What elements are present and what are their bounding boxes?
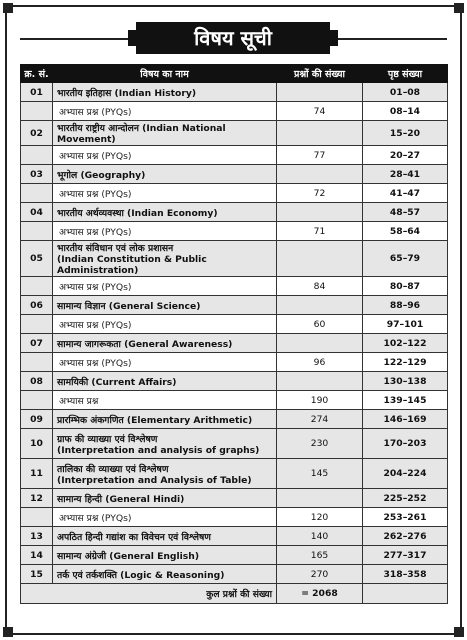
- row-subject: [53, 121, 277, 146]
- row-subject-line: सामान्य जागरूकता (General Awareness): [57, 338, 233, 350]
- row-question-count: 274: [277, 410, 363, 429]
- row-question-count: [277, 121, 363, 146]
- header-question-count: प्रश्नों की संख्या: [277, 65, 363, 83]
- chapter-row: [21, 83, 448, 102]
- practice-row: [21, 391, 448, 410]
- row-subject: [53, 527, 277, 546]
- row-serial-no: [21, 315, 53, 334]
- row-subject-line: अभ्यास प्रश्न (PYQs): [59, 319, 132, 331]
- row-subject-line: भारतीय अर्थव्यवस्था (Indian Economy): [57, 207, 218, 219]
- row-serial-no: 08: [21, 372, 53, 391]
- row-subject: [53, 353, 277, 372]
- practice-row: [21, 508, 448, 527]
- chapter-row: [21, 429, 448, 459]
- chapter-row: [21, 372, 448, 391]
- chapter-row: [21, 203, 448, 222]
- row-question-count: 96: [277, 353, 363, 372]
- total-spacer: [21, 584, 53, 604]
- practice-row: [21, 146, 448, 165]
- row-serial-no: 13: [21, 527, 53, 546]
- row-question-count: [277, 489, 363, 508]
- row-subject-line: प्रारम्भिक अंकगणित (Elementary Arithmetic): [57, 414, 253, 426]
- row-question-count: 77: [277, 146, 363, 165]
- row-subject-line: अभ्यास प्रश्न: [59, 395, 99, 407]
- row-page-range: 20–27: [363, 146, 448, 165]
- row-page-range: 170–203: [363, 429, 448, 459]
- row-question-count: 74: [277, 102, 363, 121]
- row-subject: [53, 165, 277, 184]
- row-subject: [53, 315, 277, 334]
- row-subject-line: अभ्यास प्रश्न (PYQs): [59, 106, 132, 118]
- row-serial-no: [21, 102, 53, 121]
- chapter-row: [21, 459, 448, 489]
- row-question-count: 84: [277, 277, 363, 296]
- row-subject-line: भूगोल (Geography): [57, 169, 146, 181]
- title-rule-left: [20, 38, 128, 40]
- frame-corner: [454, 3, 464, 13]
- frame-corner: [3, 627, 13, 637]
- row-subject: [53, 508, 277, 527]
- row-page-range: 08–14: [363, 102, 448, 121]
- chapter-row: [21, 489, 448, 508]
- total-row: [21, 584, 448, 604]
- row-page-range: 253–261: [363, 508, 448, 527]
- row-subject-line: अभ्यास प्रश्न (PYQs): [59, 188, 132, 200]
- row-serial-no: 06: [21, 296, 53, 315]
- row-serial-no: 11: [21, 459, 53, 489]
- row-question-count: [277, 241, 363, 277]
- total-pages-empty: [363, 584, 448, 604]
- row-serial-no: [21, 353, 53, 372]
- row-subject: [53, 459, 277, 489]
- row-question-count: 71: [277, 222, 363, 241]
- row-serial-no: 02: [21, 121, 53, 146]
- row-subject: [53, 203, 277, 222]
- row-question-count: 230: [277, 429, 363, 459]
- chapter-row: [21, 527, 448, 546]
- row-question-count: 145: [277, 459, 363, 489]
- row-subject: [53, 146, 277, 165]
- row-page-range: 139–145: [363, 391, 448, 410]
- row-question-count: 190: [277, 391, 363, 410]
- row-serial-no: 15: [21, 565, 53, 584]
- row-subject: [53, 334, 277, 353]
- title-banner: [0, 22, 467, 54]
- row-subject-line: अभ्यास प्रश्न (PYQs): [59, 357, 132, 369]
- row-page-range: 225–252: [363, 489, 448, 508]
- row-subject-line: सामान्य विज्ञान (General Science): [57, 300, 201, 312]
- row-subject: [53, 410, 277, 429]
- row-page-range: 01–08: [363, 83, 448, 102]
- chapter-row: [21, 565, 448, 584]
- row-serial-no: [21, 184, 53, 203]
- chapter-row: [21, 334, 448, 353]
- row-subject: [53, 546, 277, 565]
- row-subject-line-2: (Indian Constitution & Public Administration): [57, 254, 207, 276]
- chapter-row: [21, 296, 448, 315]
- table-body: [21, 83, 448, 584]
- row-subject: [53, 102, 277, 121]
- row-serial-no: [21, 391, 53, 410]
- row-page-range: 80–87: [363, 277, 448, 296]
- row-question-count: [277, 83, 363, 102]
- row-question-count: [277, 203, 363, 222]
- row-page-range: 146–169: [363, 410, 448, 429]
- row-subject: [53, 372, 277, 391]
- row-subject: [53, 296, 277, 315]
- row-subject: [53, 489, 277, 508]
- row-subject: [53, 184, 277, 203]
- frame-corner: [3, 3, 13, 13]
- row-subject: [53, 565, 277, 584]
- title-notch: [330, 22, 338, 30]
- table-header-row: [21, 65, 448, 83]
- row-serial-no: 12: [21, 489, 53, 508]
- row-serial-no: 04: [21, 203, 53, 222]
- row-question-count: [277, 334, 363, 353]
- row-serial-no: 03: [21, 165, 53, 184]
- row-question-count: [277, 165, 363, 184]
- row-subject-line: सामान्य हिन्दी (General Hindi): [57, 493, 185, 505]
- row-subject-line: ग्राफ की व्याख्या एवं विश्लेषण: [57, 433, 158, 445]
- row-serial-no: [21, 146, 53, 165]
- row-question-count: [277, 296, 363, 315]
- row-page-range: 41–47: [363, 184, 448, 203]
- practice-row: [21, 184, 448, 203]
- chapter-row: [21, 241, 448, 277]
- title-notch: [128, 46, 136, 54]
- row-serial-no: 09: [21, 410, 53, 429]
- row-serial-no: [21, 277, 53, 296]
- row-subject-line: सामान्य अंग्रेजी (General English): [57, 550, 200, 562]
- row-subject: [53, 277, 277, 296]
- header-page-range: पृष्ठ संख्या: [363, 65, 448, 83]
- row-serial-no: [21, 508, 53, 527]
- row-page-range: 277–317: [363, 546, 448, 565]
- row-question-count: 165: [277, 546, 363, 565]
- row-page-range: 97–101: [363, 315, 448, 334]
- row-question-count: 270: [277, 565, 363, 584]
- total-value: = 2068: [277, 584, 363, 604]
- row-serial-no: [21, 222, 53, 241]
- row-serial-no: 07: [21, 334, 53, 353]
- row-page-range: 102–122: [363, 334, 448, 353]
- row-subject-line-2: (Interpretation and analysis of graphs): [57, 444, 260, 456]
- row-page-range: 88–96: [363, 296, 448, 315]
- row-serial-no: 01: [21, 83, 53, 102]
- chapter-row: [21, 546, 448, 565]
- row-subject-line: भारतीय संविधान एवं लोक प्रशासन: [57, 243, 174, 254]
- row-subject-line: भारतीय राष्ट्रीय आन्दोलन (Indian National Movement): [57, 123, 226, 145]
- row-subject-line: सामयिकी (Current Affairs): [57, 376, 177, 388]
- row-page-range: 122–129: [363, 353, 448, 372]
- row-subject-line: अभ्यास प्रश्न (PYQs): [59, 512, 132, 524]
- row-subject: [53, 241, 277, 277]
- row-page-range: 262–276: [363, 527, 448, 546]
- row-subject-line: अभ्यास प्रश्न (PYQs): [59, 150, 132, 162]
- row-serial-no: 14: [21, 546, 53, 565]
- row-page-range: 65–79: [363, 241, 448, 277]
- row-question-count: 60: [277, 315, 363, 334]
- chapter-row: [21, 165, 448, 184]
- row-question-count: 72: [277, 184, 363, 203]
- page-title: विषय सूची: [128, 22, 338, 54]
- header-subject: विषय का नाम: [53, 65, 277, 83]
- row-page-range: 28–41: [363, 165, 448, 184]
- title-notch: [128, 22, 136, 30]
- row-subject-line: अभ्यास प्रश्न (PYQs): [59, 226, 132, 238]
- practice-row: [21, 102, 448, 121]
- row-subject-line: भारतीय इतिहास (Indian History): [57, 87, 197, 99]
- title-rule-right: [338, 38, 447, 40]
- row-question-count: 140: [277, 527, 363, 546]
- chapter-row: [21, 121, 448, 146]
- chapter-row: [21, 410, 448, 429]
- row-subject-line: तालिका की व्याख्या एवं विश्लेषण: [57, 463, 169, 475]
- row-subject: [53, 83, 277, 102]
- row-page-range: 58–64: [363, 222, 448, 241]
- row-page-range: 15–20: [363, 121, 448, 146]
- row-page-range: 204–224: [363, 459, 448, 489]
- row-question-count: [277, 372, 363, 391]
- row-subject: [53, 391, 277, 410]
- row-page-range: 130–138: [363, 372, 448, 391]
- contents-table: [20, 64, 448, 604]
- row-page-range: 318–358: [363, 565, 448, 584]
- frame-corner: [454, 627, 464, 637]
- total-label: कुल प्रश्नों की संख्या: [53, 584, 277, 604]
- practice-row: [21, 353, 448, 372]
- row-subject-line: अभ्यास प्रश्न (PYQs): [59, 281, 132, 293]
- practice-row: [21, 277, 448, 296]
- row-page-range: 48–57: [363, 203, 448, 222]
- practice-row: [21, 315, 448, 334]
- row-subject: [53, 429, 277, 459]
- header-serial-no: क्र. सं.: [21, 65, 53, 83]
- practice-row: [21, 222, 448, 241]
- row-subject: [53, 222, 277, 241]
- row-subject-line-2: (Interpretation and Analysis of Table): [57, 474, 252, 486]
- row-serial-no: 10: [21, 429, 53, 459]
- title-notch: [330, 46, 338, 54]
- row-subject-line: तर्क एवं तर्कशक्ति (Logic & Reasoning): [57, 569, 225, 581]
- row-question-count: 120: [277, 508, 363, 527]
- row-subject-line: अपठित हिन्दी गद्यांश का विवेचन एवं विश्लेषण: [57, 531, 211, 543]
- row-serial-no: 05: [21, 241, 53, 277]
